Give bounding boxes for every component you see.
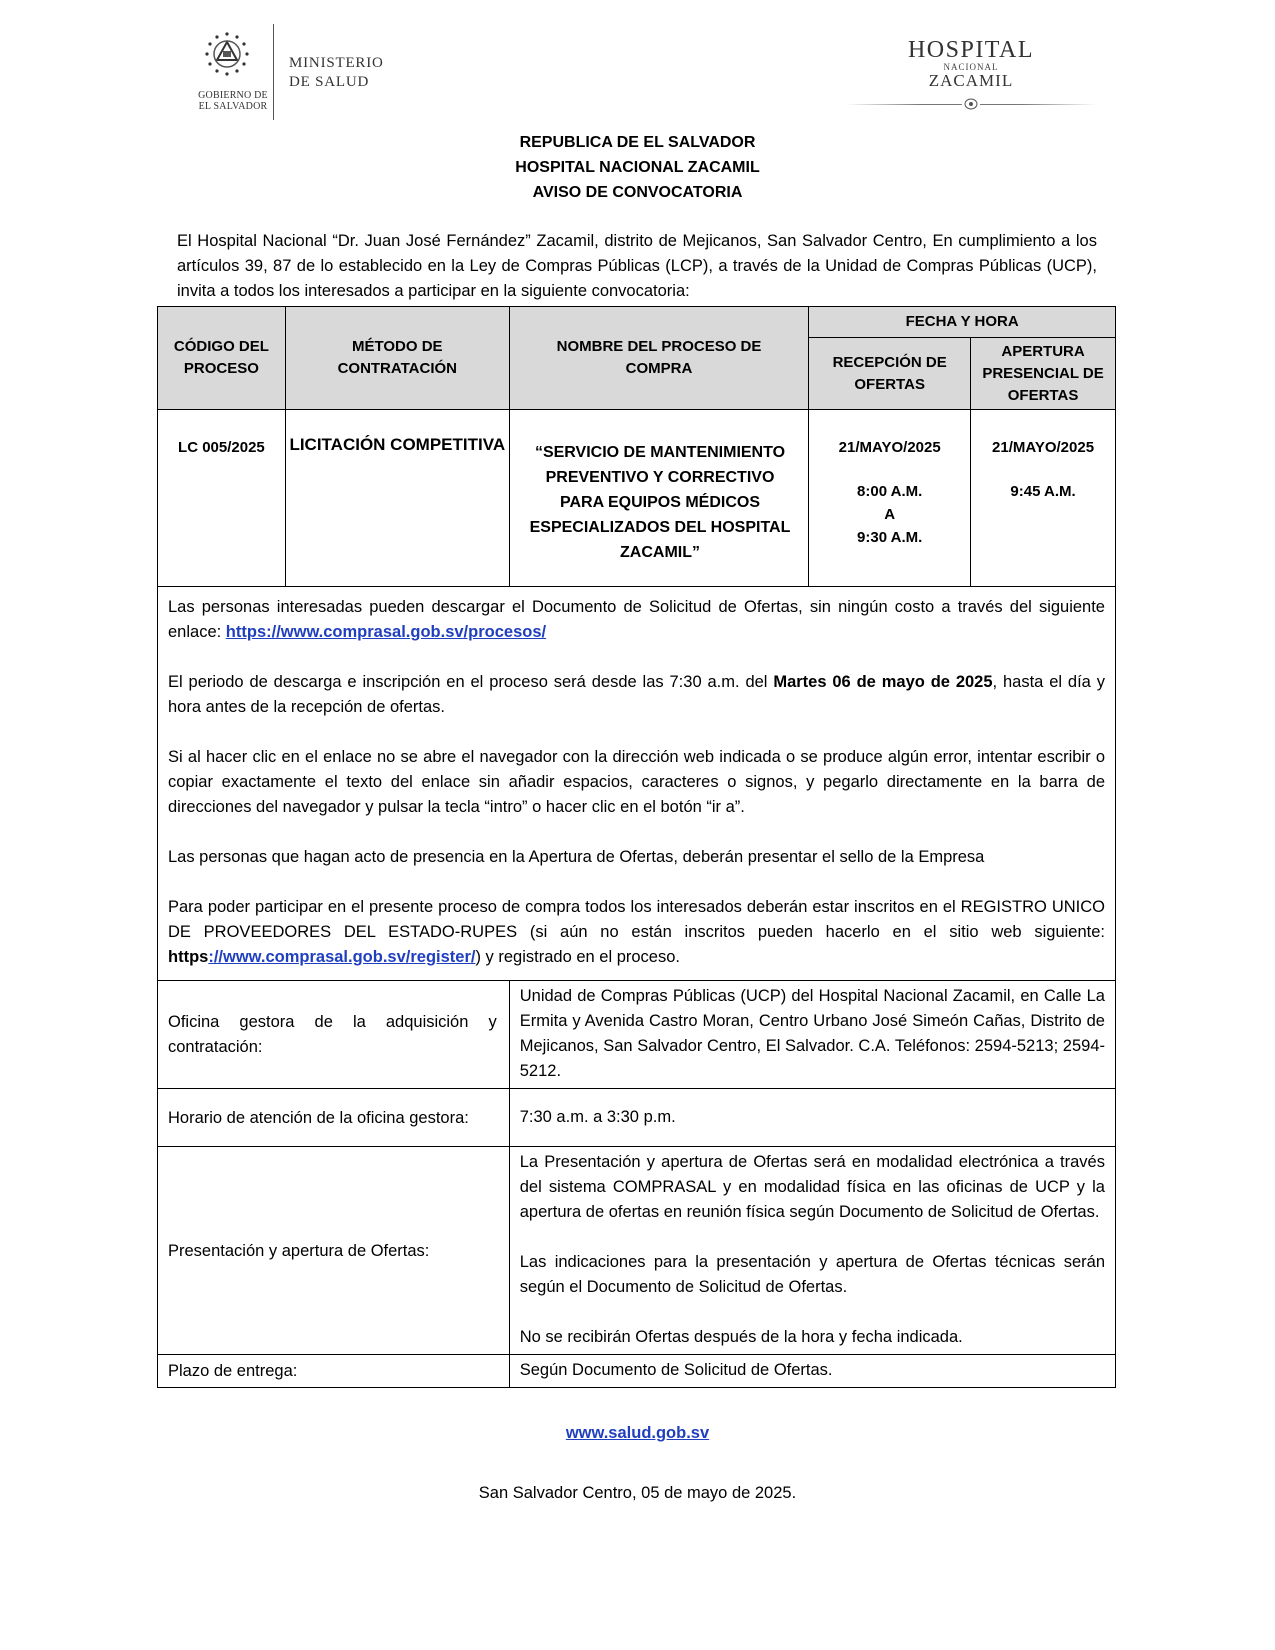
detail-value (509, 1147, 1115, 1355)
detail-row-delivery (158, 1355, 1116, 1388)
register-link[interactable]: ://www.comprasal.gob.sv/register/ (208, 948, 476, 966)
note-period-text-b: , hasta el día y hora antes de la recepción de ofertas. (168, 673, 1105, 716)
reception-cell (809, 410, 971, 587)
hospital-emblem-icon (962, 98, 980, 110)
intro-paragraph: El Hospital Nacional “Dr. Juan José Fernández” Zacamil, distrito de Mejicanos, San Salvador Centro, En cumplimiento a los artículos 39, 87 de lo establecido en la Ley de Compras Públicas (LCP), a través de la Unidad de Compras Públicas (UCP), invita a todos los interesados a participar en la siguiente convocatoria: (177, 232, 1097, 300)
coat-of-arms-icon (203, 30, 251, 78)
reception-to: 9:30 A.M. (857, 529, 923, 546)
header-date-group: FECHA Y HORA (809, 307, 1116, 338)
process-code: LC 005/2025 (158, 410, 286, 587)
note-rupes-text-a: Para poder participar en el presente proceso de compra todos los interesados deberán estar inscritos en el REGISTRO UNICO DE PROVEEDORES DEL ESTADO-RUPES (si aún no están inscritos pueden hacerlo en el sitio web siguiente: (168, 898, 1105, 941)
presentation-paragraph-3: No se recibirán Ofertas después de la hora y fecha indicada. (519, 1328, 963, 1346)
header-name: NOMBRE DEL PROCESO DE COMPRA (509, 307, 809, 410)
header-reception: RECEPCIÓN DE OFERTAS (809, 338, 971, 410)
ministry-line2: DE SALUD (289, 74, 370, 90)
reception-separator: A (884, 506, 896, 523)
header-opening: APERTURA PRESENCIAL DE OFERTAS (971, 338, 1116, 410)
ministry-name (289, 54, 384, 92)
detail-value: 7:30 a.m. a 3:30 p.m. (509, 1089, 1115, 1147)
gobierno-logo (193, 24, 403, 120)
title-line1: REPUBLICA DE EL SALVADOR (519, 134, 756, 151)
presentation-paragraph-1: La Presentación y apertura de Ofertas será en modalidad electrónica a través del sistema COMPRASAL y en modalidad física en las oficinas de UCP y la apertura de ofertas en reunión física según Documento de Solicitud de Ofertas. (519, 1153, 1105, 1221)
hospital-logo (846, 38, 1096, 116)
note-rupes-text-b: ) y registrado en el proceso. (475, 948, 680, 966)
ministry-line1: MINISTERIO (289, 55, 384, 71)
hospital-logo-line1: HOSPITAL (907, 37, 1035, 63)
contract-method: LICITACIÓN COMPETITIVA (285, 410, 509, 587)
notes-row (158, 587, 1116, 981)
note-period-date: Martes 06 de mayo de 2025 (773, 673, 993, 691)
header-method: MÉTODO DE CONTRATACIÓN (285, 307, 509, 410)
opening-date: 21/MAYO/2025 (992, 439, 1095, 456)
hospital-logo-line3: ZACAMIL (928, 71, 1014, 90)
gobierno-caption (193, 90, 273, 112)
title-line2: HOSPITAL NACIONAL ZACAMIL (515, 159, 760, 176)
note-link-help: Si al hacer clic en el enlace no se abre el navegador con la dirección web indicada o se produce algún error, intentar escribir o copiar exactamente el texto del enlace sin añadir espacios, caracteres o signos, y pegarlo directamente en la barra de direcciones del navegador y pulsar la tecla “intro” o hacer clic en el botón “ir a”. (168, 748, 1105, 816)
note-seal: Las personas que hagan acto de presencia en la Apertura de Ofertas, deberán presentar el sello de la Empresa (168, 848, 985, 866)
presentation-paragraph-2: Las indicaciones para la presentación y apertura de Ofertas técnicas serán según el Documento de Solicitud de Ofertas. (519, 1253, 1105, 1296)
note-download-text: Las personas interesadas pueden descargar el Documento de Solicitud de Ofertas, sin ningún costo a través del siguiente enlace: (168, 598, 1105, 641)
note-period-text-a: El periodo de descarga e inscripción en el proceso será desde las 7:30 a.m. del (168, 673, 774, 691)
reception-date: 21/MAYO/2025 (838, 439, 941, 456)
note-download (168, 595, 1105, 645)
detail-value: Según Documento de Solicitud de Ofertas. (509, 1355, 1115, 1388)
footer-link-container (0, 1424, 1275, 1443)
note-rupes (168, 895, 1105, 970)
notes-cell (158, 587, 1116, 981)
gobierno-caption-line2: EL SALVADOR (198, 101, 268, 112)
detail-label: Presentación y apertura de Ofertas: (158, 1147, 510, 1355)
procesos-link[interactable]: https://www.comprasal.gob.sv/procesos/ (225, 623, 547, 641)
salud-link[interactable]: www.salud.gob.sv (565, 1424, 710, 1442)
note-rupes-https: https (168, 948, 209, 966)
footer-date: San Salvador Centro, 05 de mayo de 2025. (478, 1484, 797, 1502)
process-name: “SERVICIO DE MANTENIMIENTO PREVENTIVO Y CORRECTIVO PARA EQUIPOS MÉDICOS ESPECIALIZADOS DEL HOSPITAL ZACAMIL” (509, 410, 809, 587)
document-titles (0, 130, 1275, 205)
reception-from: 8:00 A.M. (857, 483, 923, 500)
detail-row-hours (158, 1089, 1116, 1147)
logo-divider (273, 24, 274, 120)
table-row (158, 410, 1116, 587)
opening-cell (971, 410, 1116, 587)
gobierno-caption-line1: GOBIERNO DE (198, 90, 268, 101)
detail-row-office (158, 981, 1116, 1089)
opening-time: 9:45 A.M. (1010, 483, 1076, 500)
convocatoria-table (157, 306, 1116, 1388)
hospital-logo-line2: NACIONAL (943, 62, 999, 72)
detail-row-presentation (158, 1147, 1116, 1355)
header-code: CÓDIGO DEL PROCESO (158, 307, 286, 410)
note-period (168, 670, 1105, 720)
detail-value: Unidad de Compras Públicas (UCP) del Hospital Nacional Zacamil, en Calle La Ermita y Avenida Castro Moran, Centro Urbano José Simeón Cañas, Distrito de Mejicanos, San Salvador Centro, El Salvador. C.A. Teléfonos: 2594-5213; 2594-5212. (509, 981, 1115, 1089)
title-line3: AVISO DE CONVOCATORIA (532, 184, 743, 201)
detail-label: Plazo de entrega: (158, 1355, 510, 1388)
detail-label: Oficina gestora de la adquisición y contratación: (158, 981, 510, 1089)
detail-label: Horario de atención de la oficina gestora: (158, 1089, 510, 1147)
